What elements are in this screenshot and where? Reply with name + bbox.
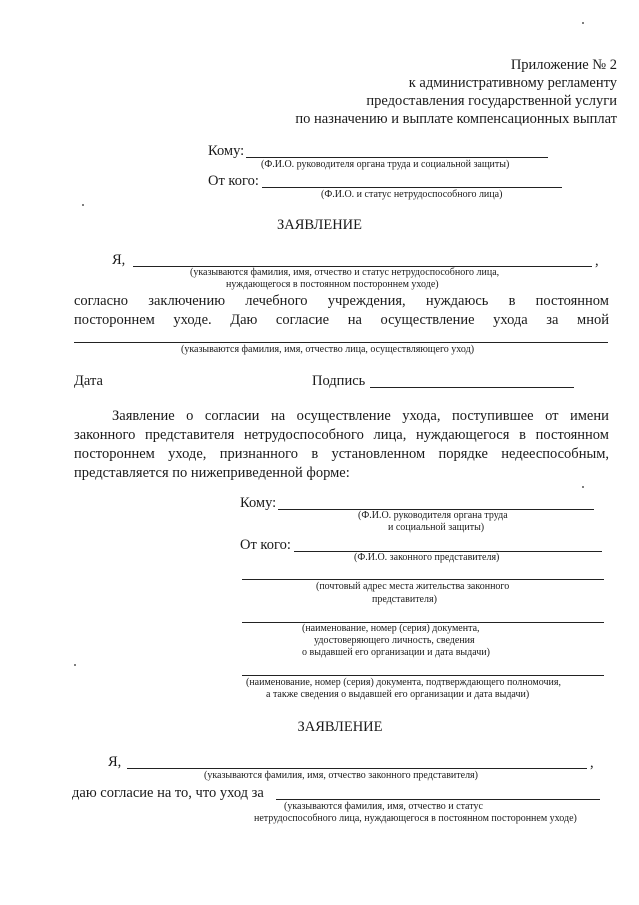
form1-comma: , — [595, 253, 599, 269]
address-hint-2: представителя) — [372, 594, 437, 605]
to2-label: Кому: — [240, 495, 277, 511]
form1-body-line-1: согласно заключению лечебного учреждения, нуждаюсь в постоянном — [74, 293, 609, 309]
form2-title: ЗАЯВЛЕНИЕ — [297, 719, 383, 735]
appendix-number: Приложение № 2 — [510, 57, 617, 73]
authority-hint-1: (наименование, номер (серия) документа, подтверждающего полномочия, — [246, 677, 561, 688]
intro-line-3: постороннем уходе, признанного в установленном порядке недееспособным, — [74, 446, 609, 462]
form2-representative-hint: (указываются фамилия, имя, отчество законного представителя) — [204, 770, 478, 781]
authority-document-line[interactable] — [242, 675, 604, 676]
appendix-reference: к административному регламенту — [408, 75, 617, 91]
form2-representative-line[interactable] — [127, 768, 587, 769]
form1-applicant-hint-1: (указываются фамилия, имя, отчество и статус нетрудоспособного лица, — [190, 267, 500, 278]
to-label: Кому: — [208, 143, 245, 159]
intro-line-2: законного представителя нетрудоспособного лица, нуждающегося в постоянном — [74, 427, 609, 443]
form1-carer-line[interactable] — [74, 342, 608, 343]
date-label: Дата — [74, 373, 103, 389]
from-label: От кого: — [208, 173, 259, 189]
form1-carer-hint: (указываются фамилия, имя, отчество лица, осуществляющего уход) — [181, 344, 475, 355]
to2-hint-2: и социальной защиты) — [388, 522, 485, 533]
id-hint-2: удостоверяющего личность, сведения — [314, 635, 475, 646]
consent-line[interactable] — [276, 799, 600, 800]
signature-label: Подпись — [312, 373, 366, 389]
form1-title: ЗАЯВЛЕНИЕ — [276, 217, 363, 233]
appendix-service: предоставления государственной услуги — [366, 93, 617, 109]
consent-hint-2: нетрудоспособного лица, нуждающегося в постоянном постороннем уходе) — [254, 813, 577, 824]
scan-speck — [74, 664, 76, 666]
authority-hint-2: а также сведения о выдавшей его организации и дата выдачи) — [266, 689, 530, 700]
intro-line-1: Заявление о согласии на осуществление ухода, поступившее от имени — [112, 408, 609, 424]
form2-comma: , — [590, 755, 594, 771]
from-line[interactable] — [262, 187, 562, 188]
intro-line-4: представляется по нижеприведенной форме: — [74, 465, 350, 481]
signature-line[interactable] — [370, 387, 574, 388]
form1-body-line-2: постороннем уходе. Даю согласие на осуществление ухода за мной — [74, 312, 609, 328]
address-line[interactable] — [242, 579, 604, 580]
id-hint-1: (наименование, номер (серия) документа, — [302, 623, 480, 634]
form1-i-label: Я, — [112, 252, 126, 268]
consent-label: даю согласие на то, что уход за — [72, 785, 264, 801]
from2-label: От кого: — [240, 537, 291, 553]
to-line[interactable] — [246, 157, 548, 158]
scan-speck — [82, 204, 84, 206]
to-hint: (Ф.И.О. руководителя органа труда и социальной защиты) — [261, 159, 510, 170]
from-hint: (Ф.И.О. и статус нетрудоспособного лица) — [321, 189, 503, 200]
scan-speck — [582, 22, 584, 24]
from2-hint: (Ф.И.О. законного представителя) — [354, 552, 500, 563]
id-hint-3: о выдавшей его организации и дата выдачи) — [302, 647, 490, 658]
appendix-purpose: по назначению и выплате компенсационных выплат — [295, 111, 617, 127]
address-hint-1: (почтовый адрес места жительства законного — [316, 581, 510, 592]
to2-hint-1: (Ф.И.О. руководителя органа труда — [358, 510, 508, 521]
form1-applicant-hint-2: нуждающегося в постоянном постороннем уходе) — [226, 279, 439, 290]
scan-speck — [582, 486, 584, 488]
form2-i-label: Я, — [108, 754, 122, 770]
consent-hint-1: (указываются фамилия, имя, отчество и статус — [284, 801, 483, 812]
